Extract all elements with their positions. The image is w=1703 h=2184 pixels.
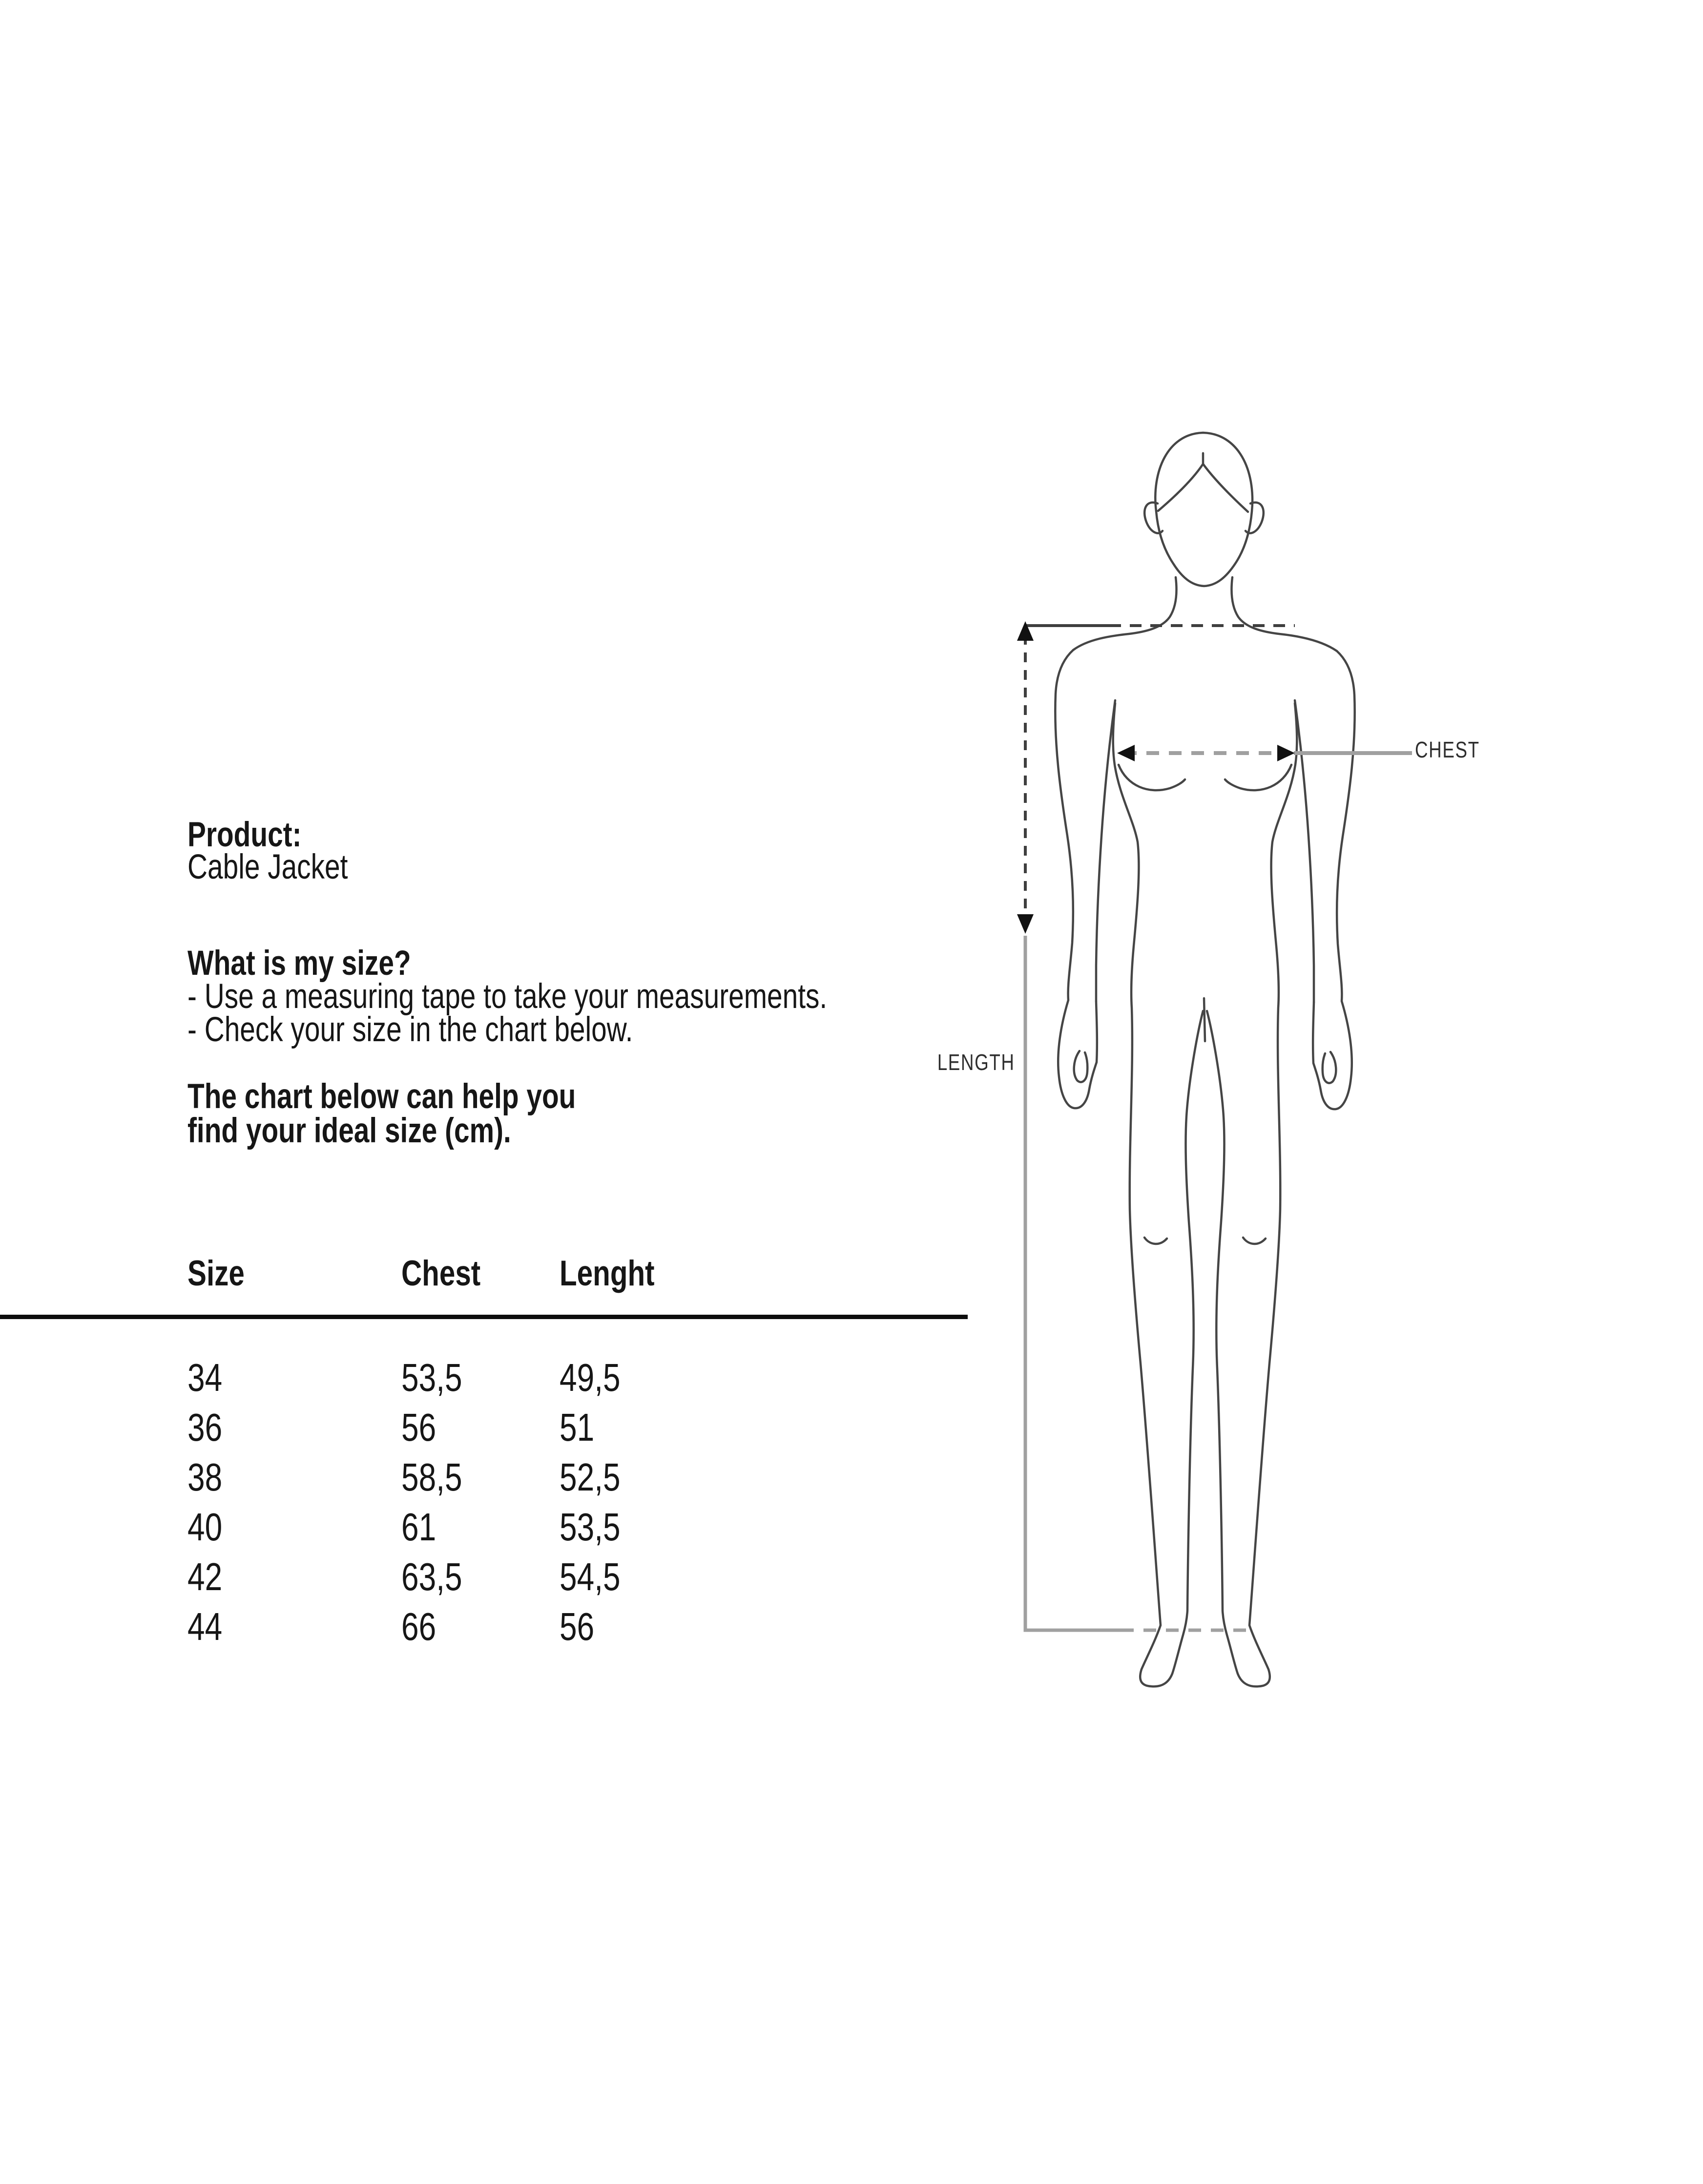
sizing-instruction-1: - Use a measuring tape to take your measurements. [187, 977, 828, 1016]
product-info [187, 816, 388, 886]
measurement-annotations [1017, 621, 1412, 1630]
chart-note-line1: The chart below can help you [187, 1077, 576, 1116]
table-cell: 56 [560, 1605, 595, 1648]
right-ear [1246, 503, 1264, 533]
table-cell: 58,5 [401, 1455, 462, 1499]
product-label: Product: [187, 816, 302, 854]
table-cell: 54,5 [560, 1555, 621, 1598]
hairline [1158, 464, 1248, 512]
product-label-line [187, 816, 388, 854]
right-bust-curve [1225, 765, 1291, 790]
table-cell: 42 [187, 1555, 223, 1598]
table-cell: 66 [401, 1605, 436, 1648]
length-measurement-label: LENGTH [937, 1050, 1015, 1075]
chart-note [187, 1077, 673, 1150]
neck-left [1073, 577, 1177, 650]
chart-note-line2: find your ideal size (cm). [187, 1112, 511, 1150]
table-row [0, 1452, 976, 1502]
table-row [0, 1403, 976, 1452]
right-arm-outer [1313, 651, 1355, 1109]
left-thumb [1074, 1051, 1088, 1082]
torso-leg-left [1113, 703, 1203, 1686]
chest-arrowhead-right [1277, 745, 1295, 761]
table-row [0, 1552, 976, 1602]
chest-arrowhead-left [1117, 745, 1135, 761]
table-cell: 56 [401, 1406, 436, 1449]
table-cell: 40 [187, 1505, 223, 1549]
right-thumb [1323, 1052, 1336, 1083]
right-knee-mark [1243, 1238, 1266, 1244]
table-cell: 61 [401, 1505, 436, 1549]
table-row [0, 1502, 976, 1552]
left-bust-curve [1119, 765, 1185, 790]
table-row [0, 1353, 976, 1403]
table-cell: 53,5 [560, 1505, 621, 1549]
table-cell: 34 [187, 1356, 223, 1399]
product-name: Cable Jacket [187, 848, 348, 886]
sizing-help-heading: What is my size? [187, 944, 411, 983]
sizing-instruction-2: - Check your size in the chart below. [187, 1010, 633, 1049]
torso-leg-right [1207, 703, 1297, 1686]
table-cell: 44 [187, 1605, 223, 1648]
column-header-chest: Chest [401, 1254, 481, 1293]
column-header-size: Size [187, 1254, 245, 1293]
length-arrowhead-down [1017, 914, 1034, 934]
column-header-lenght: Lenght [560, 1254, 655, 1293]
left-arm-outer [1055, 650, 1097, 1108]
table-cell: 52,5 [560, 1455, 621, 1499]
body-outline [1055, 433, 1354, 1686]
product-name-line [187, 848, 388, 886]
table-row [0, 1602, 976, 1652]
table-cell: 38 [187, 1455, 223, 1499]
left-knee-mark [1144, 1238, 1167, 1244]
neck-right [1232, 577, 1337, 651]
table-cell: 36 [187, 1406, 223, 1449]
crotch-line [1204, 998, 1205, 1041]
sizing-help [187, 944, 987, 1049]
table-cell: 63,5 [401, 1555, 462, 1598]
table-header-rule [0, 1315, 968, 1319]
length-line-solid [1025, 936, 1121, 1630]
table-cell: 49,5 [560, 1356, 621, 1399]
table-cell: 53,5 [401, 1356, 462, 1399]
table-cell: 51 [560, 1406, 595, 1449]
chest-measurement-label: CHEST [1415, 737, 1480, 762]
